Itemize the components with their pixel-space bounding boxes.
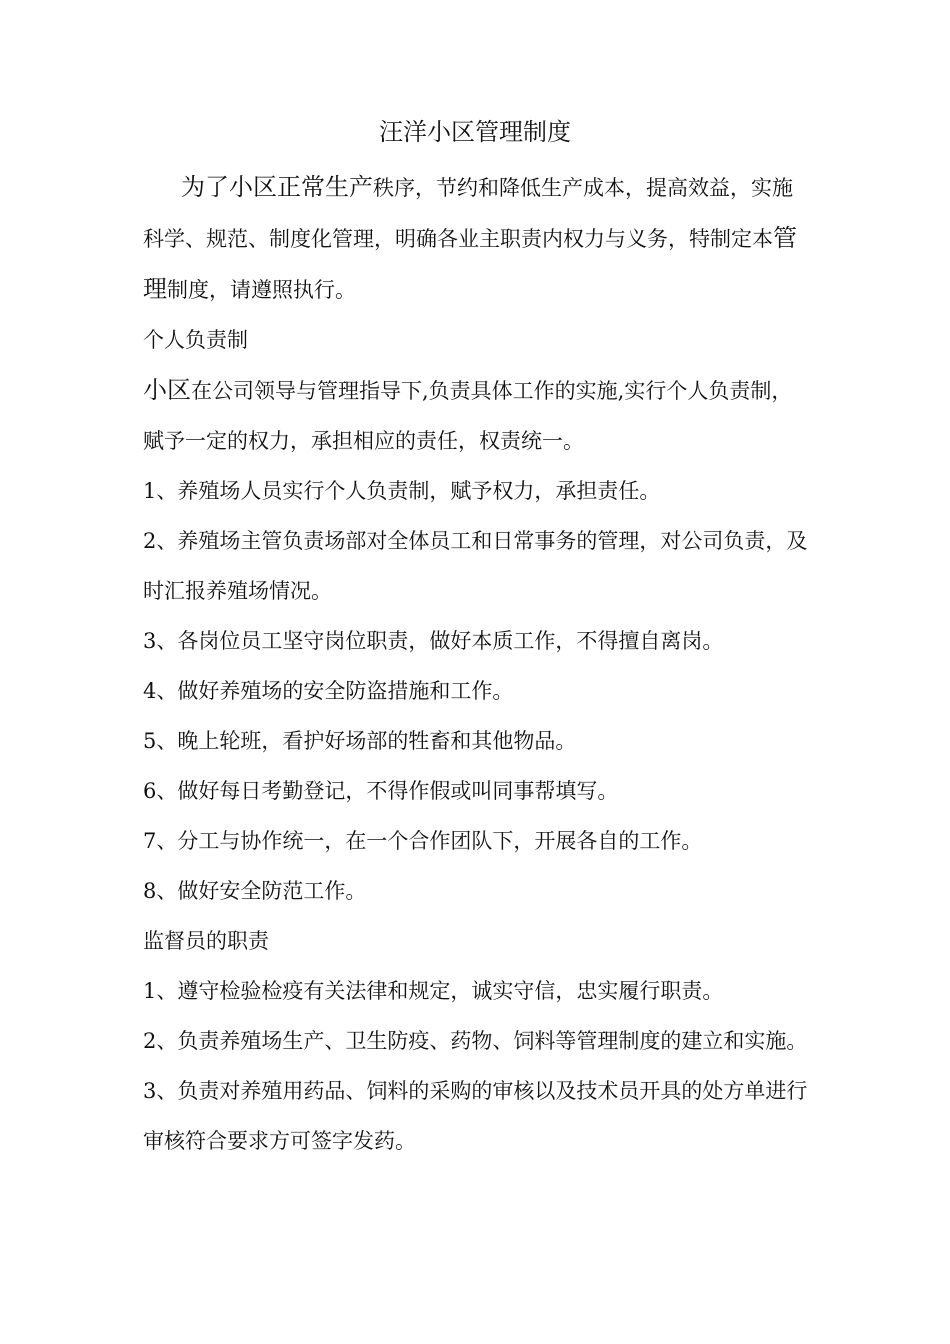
- intro-paragraph: [143, 162, 811, 315]
- list-item: 4、做好养殖场的安全防盗措施和工作。: [143, 679, 514, 703]
- list-item: 2、养殖场主管负责场部对全体员工和日常事务的管理，对公司负责，及时汇报养殖场情况。: [143, 529, 808, 603]
- list-item: 3、各岗位员工坚守岗位职责，做好本质工作，不得擅自离岗。: [143, 629, 724, 653]
- intro-end: 制度，请遵照执行。: [167, 278, 356, 302]
- list-item: 5、晚上轮班，看护好场部的牲畜和其他物品。: [143, 729, 577, 753]
- list-item: 2、负责养殖场生产、卫生防疫、药物、饲料等管理制度的建立和实施。: [143, 1029, 808, 1053]
- responsibility-rest: 在公司领导与管理指导下,负责具体工作的实施,实行个人负责制，赋予一定的权力，承担相应的责任，权责统一。: [143, 379, 793, 453]
- list-item: 8、做好安全防范工作。: [143, 879, 367, 903]
- intro-rest: 秩序，节约和降低生产成本，提高效益，实施科学、规范、制度化管理，明确各业主职责内权力与义务，特制定本: [143, 176, 793, 251]
- list-item: 3、负责对养殖用药品、饲料的采购的审核以及技术员开具的处方单进行审核符合要求方可签字发药。: [143, 1079, 808, 1153]
- intro-mid: 管理: [143, 224, 797, 303]
- list-item: 6、做好每日考勤登记，不得作假或叫同事帮填写。: [143, 779, 619, 803]
- list-item: 1、遵守检验检疫有关法律和规定，诚实守信，忠实履行职责。: [143, 979, 724, 1003]
- responsibility-lead: 小区: [143, 376, 191, 404]
- list-item: 1、养殖场人员实行个人负责制，赋予权力，承担责任。: [143, 479, 661, 503]
- document-title: 汪洋小区管理制度: [379, 118, 571, 146]
- intro-lead: 为了小区正常生产: [181, 173, 373, 201]
- section-heading-supervisor: 监督员的职责: [143, 929, 269, 953]
- section-heading-responsibility: 个人负责制: [143, 328, 248, 352]
- list-item: 7、分工与协作统一，在一个合作团队下，开展各自的工作。: [143, 829, 703, 853]
- document-body: [143, 162, 811, 1166]
- responsibility-paragraph: [143, 365, 811, 466]
